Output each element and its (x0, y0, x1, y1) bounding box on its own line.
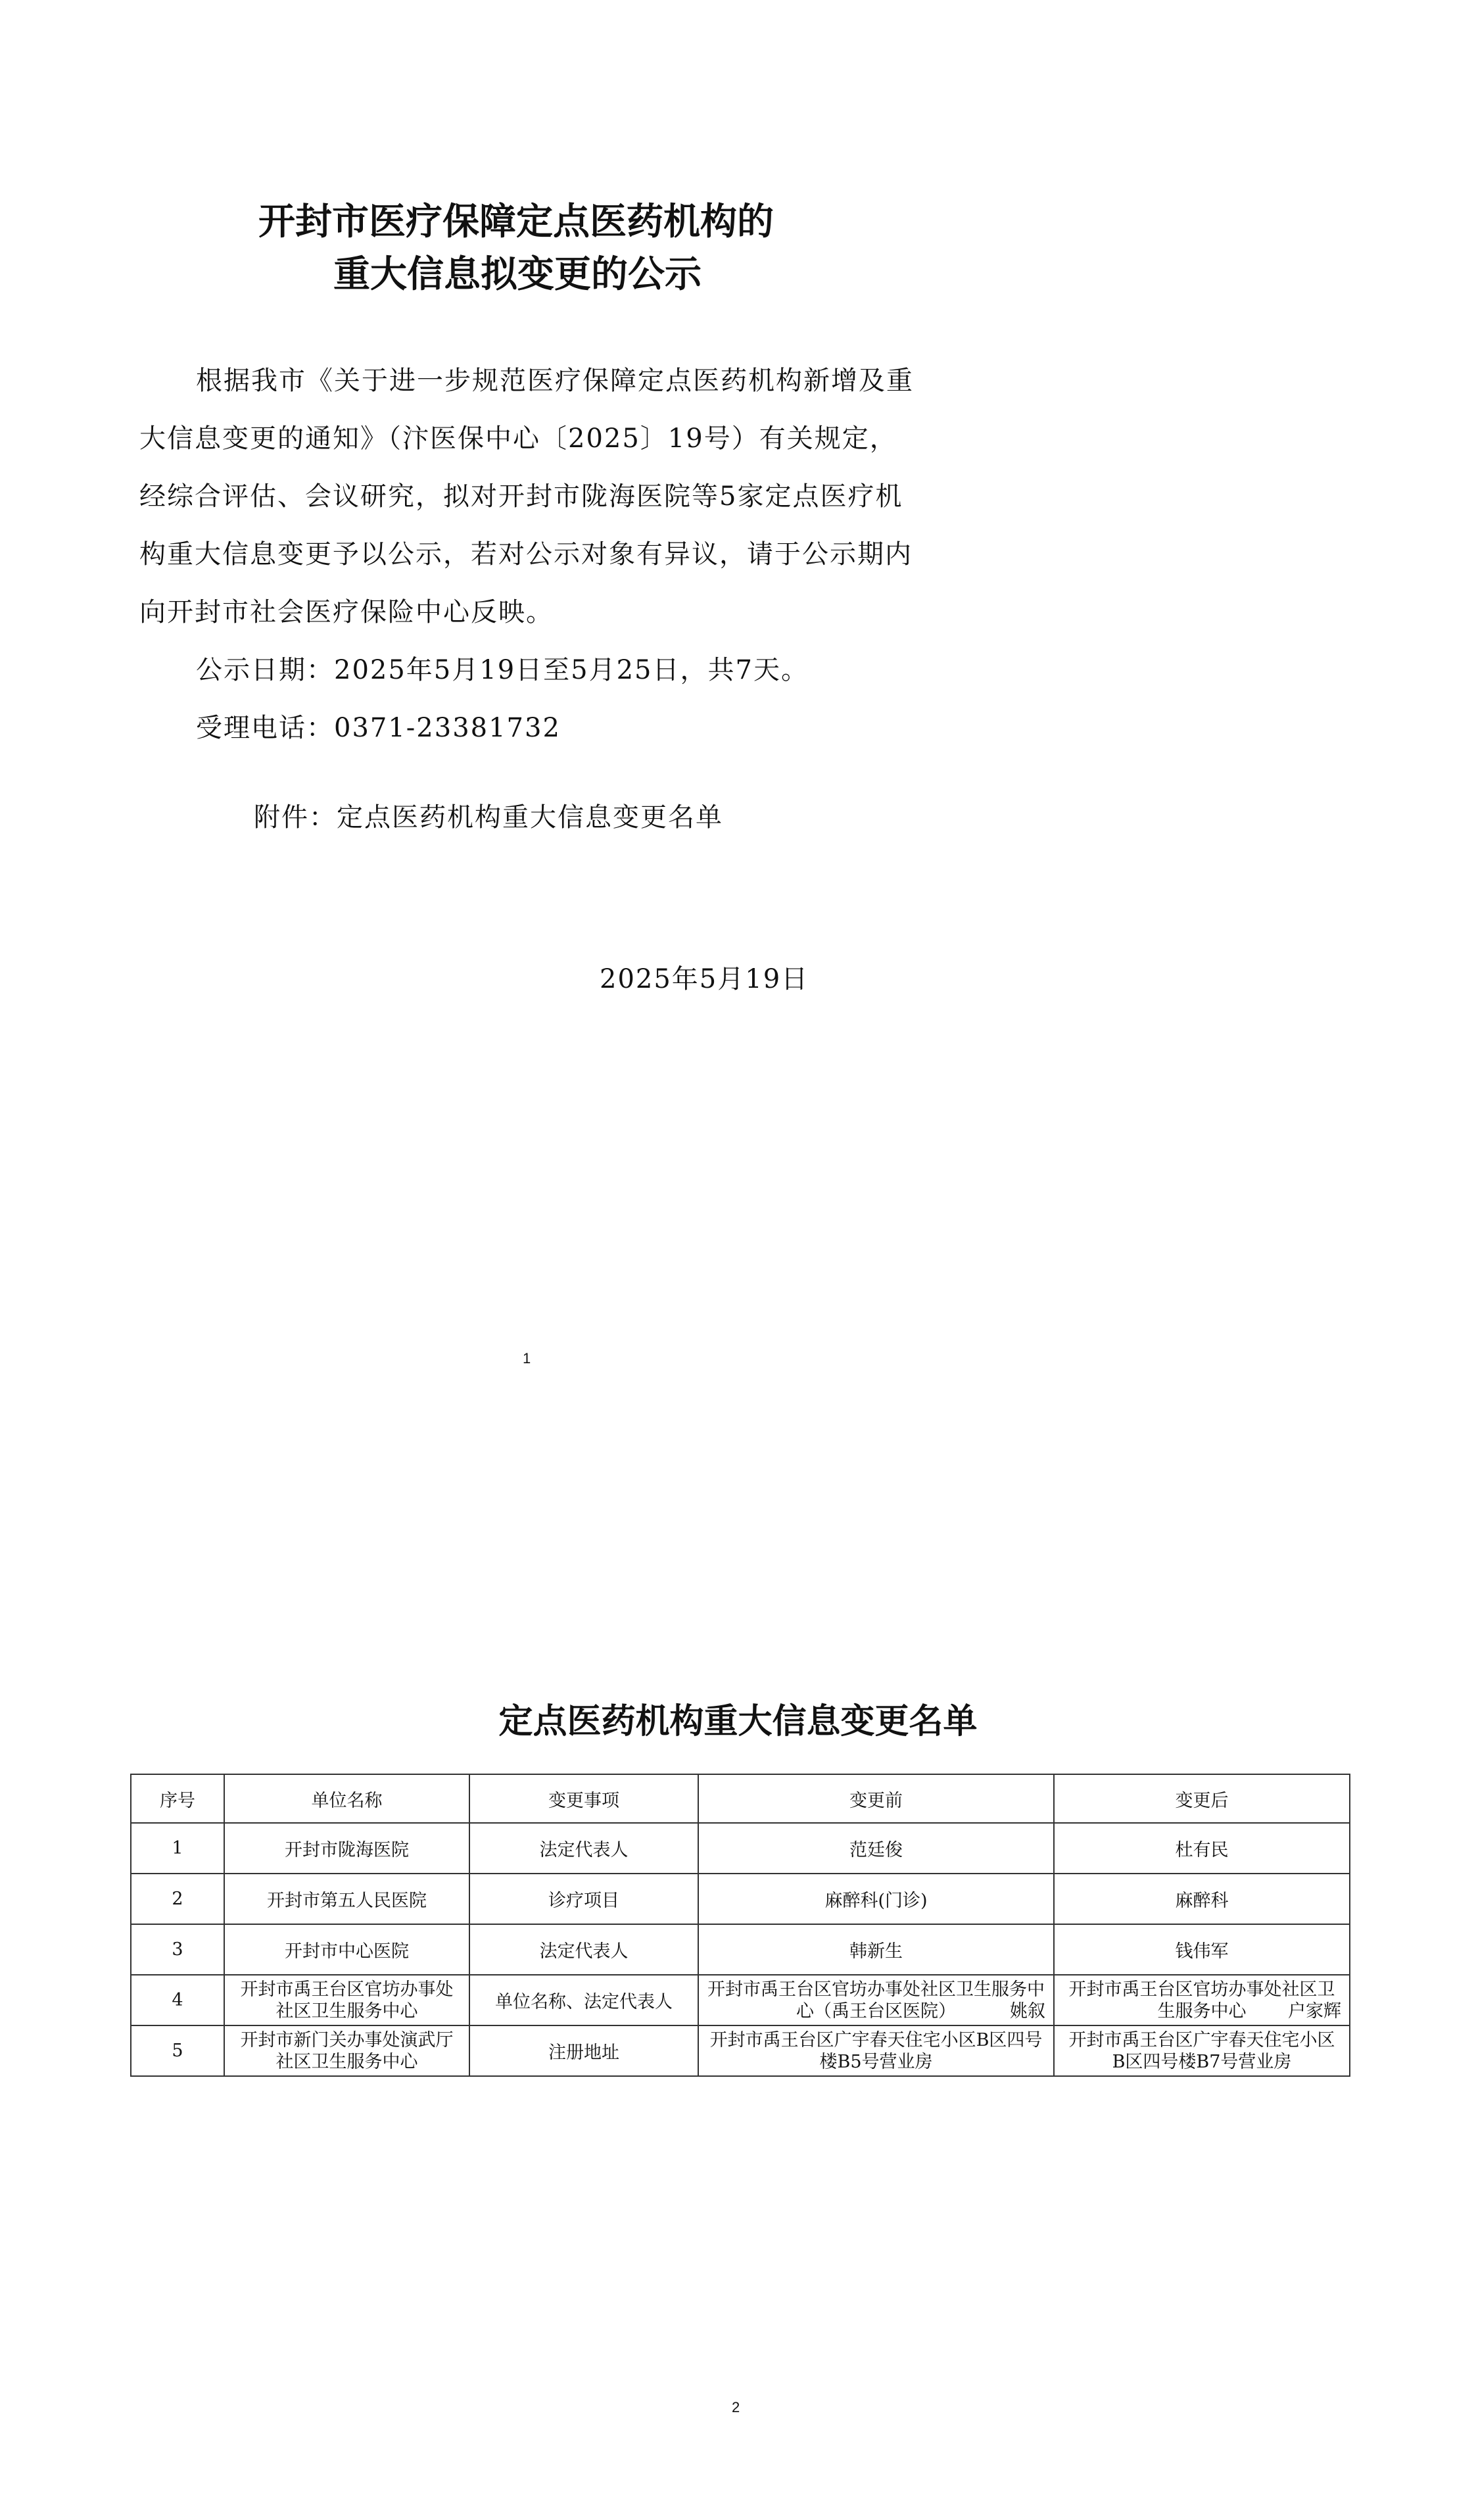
table-row (131, 1975, 1350, 2025)
cell-no: 5 (131, 2025, 224, 2076)
cell-after: 杜有民 (1054, 1823, 1350, 1874)
cell-unit: 开封市第五人民医院 (224, 1874, 469, 1924)
cell-no: 1 (131, 1823, 224, 1874)
cell-after-person: 户家辉 (1288, 2000, 1341, 2022)
table-row (131, 1874, 1350, 1924)
cell-unit: 开封市中心医院 (224, 1924, 469, 1975)
cell-before: 韩新生 (698, 1924, 1054, 1975)
cell-item: 法定代表人 (469, 1924, 698, 1975)
header-after: 变更后 (1054, 1774, 1350, 1823)
cell-no: 4 (131, 1975, 224, 2025)
cell-after (1054, 1975, 1350, 2025)
publicity-date-line: 公示日期：2025年5月19日至5月25日，共7天。 (196, 655, 809, 685)
cell-item: 法定代表人 (469, 1823, 698, 1874)
header-unit: 单位名称 (224, 1774, 469, 1823)
notice-paragraph-line: 经综合评估、会议研究，拟对开封市陇海医院等5家定点医疗机 (139, 481, 903, 512)
notice-paragraph-line: 向开封市社会医疗保险中心反映。 (139, 597, 554, 627)
notice-paragraph-line: 大信息变更的通知》（汴医保中心〔2025〕19号）有关规定， (139, 424, 897, 454)
cell-unit: 开封市陇海医院 (224, 1823, 469, 1874)
notice-title-line1: 开封市医疗保障定点医药机构的 (258, 201, 774, 243)
cell-after: 钱伟军 (1054, 1924, 1350, 1975)
cell-no: 2 (131, 1874, 224, 1924)
header-no: 序号 (131, 1774, 224, 1823)
cell-before-person: 姚叙 (1010, 2000, 1045, 2022)
table-header-row (131, 1774, 1350, 1823)
cell-after: 开封市禹王台区广宇春天住宅小区B区四号楼B7号营业房 (1054, 2025, 1350, 2076)
table-row (131, 1823, 1350, 1874)
cell-before (698, 1975, 1054, 2025)
cell-unit: 开封市禹王台区官坊办事处社区卫生服务中心 (224, 1975, 469, 2025)
attachment-line: 附件：定点医药机构重大信息变更名单 (254, 802, 723, 833)
cell-before: 麻醉科(门诊) (698, 1874, 1054, 1924)
change-list-table (130, 1774, 1350, 2077)
notice-paragraph-line: 根据我市《关于进一步规范医疗保障定点医药机构新增及重 (196, 366, 914, 396)
cell-unit: 开封市新门关办事处演武厅社区卫生服务中心 (224, 2025, 469, 2076)
page-number-2: 2 (732, 2399, 740, 2415)
header-before: 变更前 (698, 1774, 1054, 1823)
cell-before-name: 开封市禹王台区官坊办事处社区卫生服务中心（禹王台区医院） (707, 1979, 1045, 2022)
page-number-1: 1 (523, 1350, 531, 1367)
notice-paragraph-line: 构重大信息变更予以公示，若对公示对象有异议，请于公示期内 (139, 539, 913, 569)
cell-after-name: 开封市禹王台区官坊办事处社区卫生服务中心 (1068, 1979, 1335, 2022)
cell-before: 开封市禹王台区广宇春天住宅小区B区四号楼B5号营业房 (698, 2025, 1054, 2076)
cell-before: 范廷俊 (698, 1823, 1054, 1874)
contact-phone-line: 受理电话：0371-23381732 (196, 713, 561, 743)
notice-title-line2: 重大信息拟变更的公示 (333, 253, 702, 296)
cell-item: 注册地址 (469, 2025, 698, 2076)
header-item: 变更事项 (469, 1774, 698, 1823)
table-row (131, 2025, 1350, 2076)
cell-after: 麻醉科 (1054, 1874, 1350, 1924)
signature-date: 2025年5月19日 (600, 964, 809, 994)
cell-item: 单位名称、法定代表人 (469, 1975, 698, 2025)
table-row (131, 1924, 1350, 1975)
list-title: 定点医药机构重大信息变更名单 (498, 1702, 978, 1741)
cell-no: 3 (131, 1924, 224, 1975)
cell-item: 诊疗项目 (469, 1874, 698, 1924)
